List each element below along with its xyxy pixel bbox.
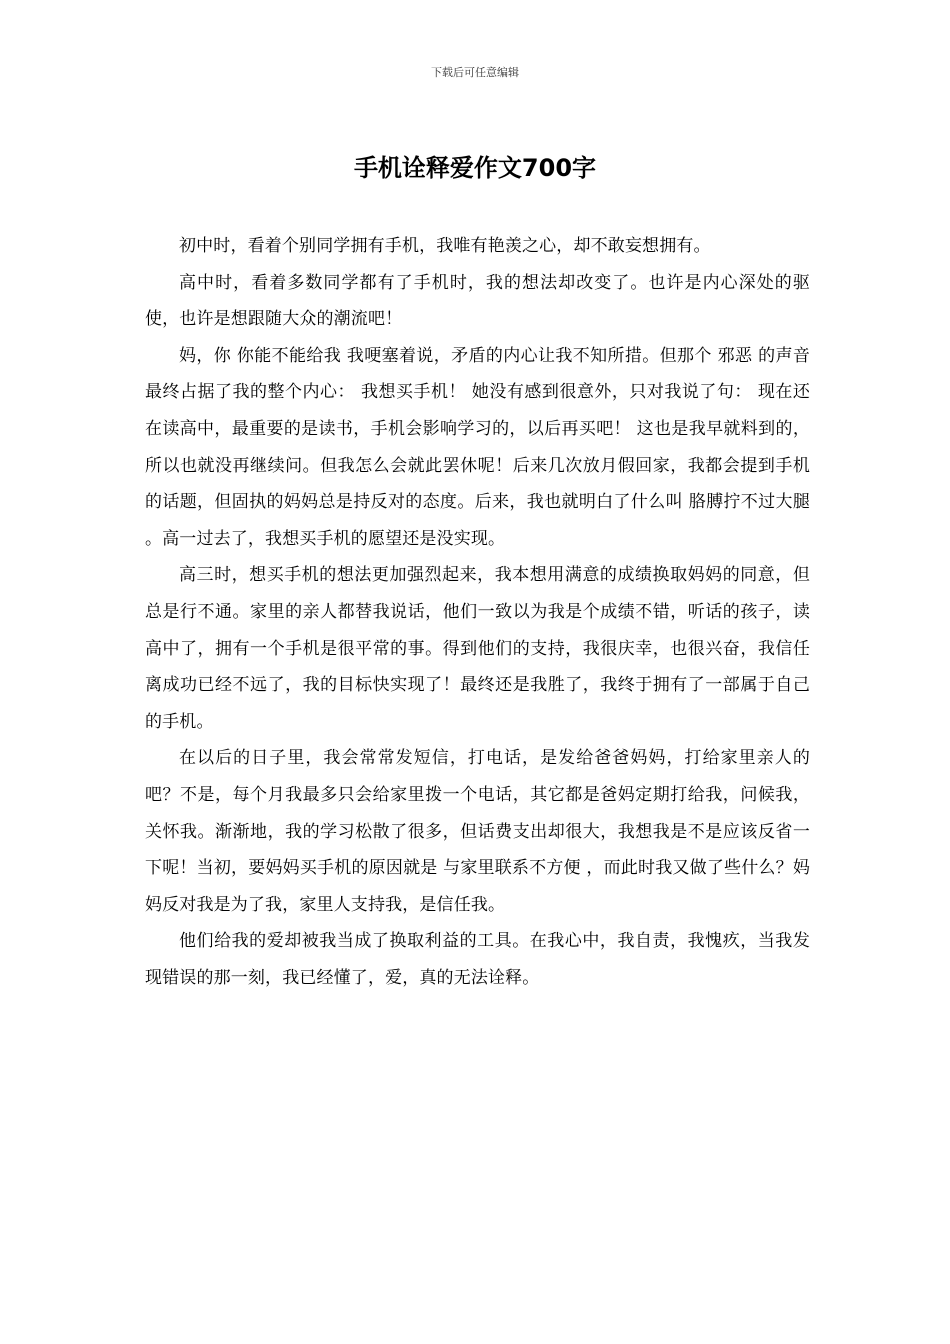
paragraph-2: 高中时，看着多数同学都有了手机时，我的想法却改变了。也许是内心深处的驱使，也许是想跟随大众的潮流吧！ bbox=[145, 272, 810, 330]
paragraph-4: 高三时，想买手机的想法更加强烈起来，我本想用满意的成绩换取妈妈的同意，但总是行不通。家里的亲人都替我说话，他们一致以为我是个成绩不错，听话的孩子，读高中了，拥有一个手机是很平常的事。得到他们的支持，我很庆幸，也很兴奋，我信任离成功已经不远了，我的目标快实现了！最终还是我胜了，我终于拥有了一部属于自己的手机。 bbox=[145, 565, 810, 732]
paragraph-1: 初中时，看着个别同学拥有手机，我唯有艳羡之心，却不敢妄想拥有。 bbox=[179, 236, 711, 256]
paragraph-6: 他们给我的爱却被我当成了换取利益的工具。在我心中，我自责，我愧疚，当我发现错误的那一刻，我已经懂了，爱，真的无法诠释。 bbox=[145, 931, 810, 988]
header-note: 下载后可任意编辑 bbox=[431, 66, 519, 79]
paragraph-3: 妈，你 你能不能给我 我哽塞着说，矛盾的内心让我不知所措。但那个 邪恶 的声音最终占据了我的整个内心： 我想买手机！ 她没有感到很意外，只对我说了句： 现在还在读高中，最重要的是读书，手机会影响学习的，以后再买吧！ 这也是我早就料到的，所以也就没再继续问。但我怎么会就此罢休呢！后来几次放月假回家，我都会提到手机的话题，但固执的妈妈总是持反对的态度。后来，我也就明白了什么叫 胳膊拧不过大腿 。高一过去了，我想买手机的愿望还是没实现。 bbox=[145, 345, 810, 549]
paragraph-5: 在以后的日子里，我会常常发短信，打电话，是发给爸爸妈妈，打给家里亲人的吧？不是，每个月我最多只会给家里拨一个电话，其它都是爸妈定期打给我，问候我，关怀我。渐渐地，我的学习松散了很多，但话费支出却很大，我想我是不是应该反省一下呢！当初，要妈妈买手机的原因就是 与家里联系不方便 ，而此时我又做了些什么？妈妈反对我是为了我，家里人支持我，是信任我。 bbox=[145, 748, 810, 915]
page-title: 手机诠释爱作文700字 bbox=[353, 154, 597, 182]
essay-body bbox=[145, 228, 810, 996]
